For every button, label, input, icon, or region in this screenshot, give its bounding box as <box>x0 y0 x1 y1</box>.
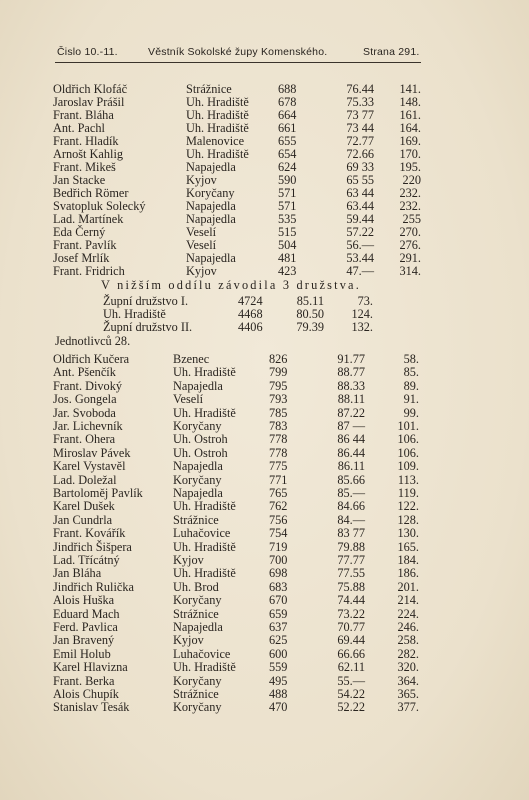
team-rank: 132. <box>351 320 373 334</box>
rank: 255 <box>402 212 421 226</box>
points: 571 <box>278 186 297 200</box>
table-row <box>0 295 529 308</box>
points: 683 <box>269 579 288 594</box>
points: 775 <box>269 459 288 474</box>
percent: 59.44 <box>346 212 374 226</box>
points: 762 <box>269 499 288 514</box>
athlete-name: Stanislav Tesák <box>53 700 130 715</box>
percent: 86.11 <box>337 459 365 474</box>
club: Uh. Hradiště <box>186 147 249 161</box>
rank: 282. <box>397 646 419 661</box>
percent: 88.77 <box>337 365 365 380</box>
percent: 73.22 <box>337 606 365 621</box>
journal-title: Věstník Sokolské župy Komenského. <box>148 46 328 58</box>
rank: 365. <box>397 687 419 701</box>
points: 678 <box>278 95 297 109</box>
club: Napajedla <box>186 212 236 226</box>
points: 719 <box>269 539 288 554</box>
percent: 72.77 <box>346 134 374 148</box>
club: Uh. Hradiště <box>186 108 249 122</box>
rank: 113. <box>397 472 419 487</box>
team-points: 4468 <box>238 307 263 321</box>
percent: 87.22 <box>337 405 365 420</box>
club: Veselí <box>186 225 217 239</box>
points: 670 <box>269 593 288 608</box>
percent: 86.44 <box>337 445 365 460</box>
percent: 73 44 <box>346 121 374 135</box>
rank: 122. <box>397 499 419 514</box>
rank: 58. <box>403 352 419 366</box>
team-points: 4724 <box>238 294 263 308</box>
table-row <box>0 527 529 540</box>
athlete-name: Jar. Lichevník <box>53 419 123 433</box>
athlete-name: Karel Vystavěl <box>53 459 126 474</box>
rank: 148. <box>399 95 421 109</box>
athlete-name: Jaroslav Prášil <box>53 95 125 109</box>
points: 654 <box>278 147 297 161</box>
club: Veselí <box>186 238 217 252</box>
percent: 63 44 <box>346 186 374 200</box>
percent: 87 — <box>337 419 365 433</box>
table-row <box>0 634 529 647</box>
athlete-name: Ant. Pšenčík <box>53 365 116 380</box>
athlete-name: Svatopluk Solecký <box>53 199 146 213</box>
club: Koryčany <box>173 673 222 688</box>
table-row <box>0 265 529 278</box>
club: Kyjov <box>173 633 204 648</box>
rank: 89. <box>403 378 419 393</box>
points: 754 <box>269 526 288 541</box>
athlete-name: Emil Holub <box>53 646 111 661</box>
athlete-name: Oldřich Kučera <box>53 352 130 366</box>
percent: 54.22 <box>337 687 365 701</box>
table-row <box>0 701 529 714</box>
rank: 224. <box>397 606 419 621</box>
points: 795 <box>269 378 288 393</box>
rank: 119. <box>397 486 419 500</box>
club: Koryčany <box>173 700 222 715</box>
team-name: Župní družstvo I. <box>103 294 189 308</box>
club: Uh. Hradiště <box>173 499 236 514</box>
percent: 91.77 <box>337 352 365 366</box>
athlete-name: Ferd. Pavlica <box>53 620 118 634</box>
athlete-name: Lad. Martínek <box>53 212 124 226</box>
table-row <box>0 648 529 661</box>
rank: 220 <box>402 173 421 187</box>
rank: 101. <box>397 419 419 433</box>
points: 559 <box>269 660 288 675</box>
club: Uh. Hradiště <box>186 121 249 135</box>
page-number: Strana 291. <box>363 46 420 58</box>
athlete-name: Lad. Doležal <box>53 472 117 487</box>
athlete-name: Arnošt Kahlig <box>53 147 124 161</box>
athlete-name: Jan Bláha <box>53 566 102 581</box>
percent: 85.66 <box>337 472 365 487</box>
team-name: Župní družstvo II. <box>103 320 193 334</box>
athlete-name: Frant. Berka <box>53 673 115 688</box>
club: Kyjov <box>186 173 217 187</box>
table-row <box>0 420 529 433</box>
percent: 72.66 <box>346 147 374 161</box>
rank: 246. <box>397 620 419 634</box>
athlete-name: Jan Bravený <box>53 633 115 648</box>
rank: 258. <box>397 633 419 648</box>
team-percent: 85.11 <box>296 294 324 308</box>
club: Luhačovice <box>173 646 231 661</box>
issue-number: Čislo 10.-11. <box>57 46 118 58</box>
percent: 75.33 <box>346 95 374 109</box>
rank: 195. <box>399 160 421 174</box>
individuals-count: Jednotlivců 28. <box>55 334 131 348</box>
points: 756 <box>269 512 288 527</box>
rank: 186. <box>397 566 419 581</box>
club: Strážnice <box>173 687 219 701</box>
club: Napajedla <box>186 251 236 265</box>
points: 688 <box>278 82 297 96</box>
table-row <box>0 688 529 701</box>
percent: 63.44 <box>346 199 374 213</box>
points: 664 <box>278 108 297 122</box>
percent: 52.22 <box>337 700 365 715</box>
athlete-name: Karel Hlavizna <box>53 660 128 675</box>
points: 535 <box>278 212 297 226</box>
table-row <box>0 554 529 567</box>
rank: 291. <box>399 251 421 265</box>
table-row <box>0 621 529 634</box>
points: 515 <box>278 225 297 239</box>
table-row <box>0 460 529 473</box>
athlete-name: Oldřich Klofáč <box>53 82 128 96</box>
club: Koryčany <box>186 186 235 200</box>
points: 423 <box>278 264 297 278</box>
athlete-name: Jindřich Šišpera <box>53 539 132 554</box>
header-rule <box>55 62 421 63</box>
table-row <box>0 514 529 527</box>
club: Koryčany <box>173 593 222 608</box>
table-row <box>0 594 529 607</box>
club: Napajedla <box>186 199 236 213</box>
points: 637 <box>269 620 288 634</box>
rank: 106. <box>397 445 419 460</box>
percent: 53.44 <box>346 251 374 265</box>
rank: 232. <box>399 199 421 213</box>
rank: 276. <box>399 238 421 252</box>
athlete-name: Bartoloměj Pavlík <box>53 486 143 500</box>
points: 765 <box>269 486 288 500</box>
rank: 109. <box>397 459 419 474</box>
club: Napajedla <box>173 620 223 634</box>
points: 504 <box>278 238 297 252</box>
points: 600 <box>269 646 288 661</box>
club: Uh. Hradiště <box>173 365 236 380</box>
percent: 69 33 <box>346 160 374 174</box>
points: 771 <box>269 472 288 487</box>
percent: 55.— <box>337 673 365 688</box>
table-row <box>0 433 529 446</box>
table-row <box>0 407 529 420</box>
team-rank: 73. <box>357 294 373 308</box>
club: Veselí <box>173 392 204 407</box>
percent: 62.11 <box>337 660 365 675</box>
table-row <box>0 567 529 580</box>
club: Napajedla <box>173 378 223 393</box>
percent: 79.88 <box>337 539 365 554</box>
table-row <box>0 474 529 487</box>
rank: 91. <box>403 392 419 407</box>
table-row <box>0 608 529 621</box>
lower-division-note: V nižším oddílu závodila 3 družstva. <box>101 278 361 292</box>
rank: 169. <box>399 134 421 148</box>
rank: 161. <box>399 108 421 122</box>
table-row <box>0 500 529 513</box>
club: Strážnice <box>173 512 219 527</box>
rank: 232. <box>399 186 421 200</box>
rank: 164. <box>399 121 421 135</box>
percent: 56.— <box>346 238 374 252</box>
athlete-name: Jan Stacke <box>53 173 106 187</box>
athlete-name: Frant. Bláha <box>53 108 114 122</box>
table-row <box>0 380 529 393</box>
percent: 86 44 <box>337 432 365 447</box>
athlete-name: Frant. Divoký <box>53 378 122 393</box>
team-points: 4406 <box>238 320 263 334</box>
athlete-name: Alois Huška <box>53 593 115 608</box>
rank: 320. <box>397 660 419 675</box>
points: 655 <box>278 134 297 148</box>
rank: 201. <box>397 579 419 594</box>
table-row <box>0 581 529 594</box>
club: Uh. Brod <box>173 579 219 594</box>
percent: 77.55 <box>337 566 365 581</box>
table-row <box>0 321 529 334</box>
athlete-name: Jar. Svoboda <box>53 405 116 420</box>
team-rank: 124. <box>351 307 373 321</box>
rank: 170. <box>399 147 421 161</box>
team-percent: 80.50 <box>296 307 324 321</box>
points: 488 <box>269 687 288 701</box>
points: 785 <box>269 405 288 420</box>
athlete-name: Ant. Pachl <box>53 121 105 135</box>
points: 624 <box>278 160 297 174</box>
club: Uh. Hradiště <box>173 405 236 420</box>
athlete-name: Frant. Pavlík <box>53 238 117 252</box>
percent: 57.22 <box>346 225 374 239</box>
percent: 84.— <box>337 512 365 527</box>
rank: 141. <box>399 82 421 96</box>
athlete-name: Lad. Třícátný <box>53 553 120 567</box>
club: Uh. Hradiště <box>173 660 236 675</box>
points: 661 <box>278 121 297 135</box>
points: 481 <box>278 251 297 265</box>
club: Uh. Hradiště <box>173 566 236 581</box>
points: 793 <box>269 392 288 407</box>
percent: 88.11 <box>337 392 365 407</box>
athlete-name: Jos. Gongela <box>53 392 117 407</box>
athlete-name: Frant. Fridrich <box>53 264 125 278</box>
points: 625 <box>269 633 288 648</box>
table-row <box>0 661 529 674</box>
table-row <box>0 308 529 321</box>
percent: 77.77 <box>337 553 365 567</box>
athlete-name: Frant. Ohera <box>53 432 116 447</box>
rank: 214. <box>397 593 419 608</box>
table-row <box>0 366 529 379</box>
club: Strážnice <box>173 606 219 621</box>
club: Koryčany <box>173 419 222 433</box>
club: Uh. Hradiště <box>186 95 249 109</box>
athlete-name: Karel Dušek <box>53 499 115 514</box>
percent: 66.66 <box>337 646 365 661</box>
club: Napajedla <box>173 459 223 474</box>
athlete-name: Frant. Hladík <box>53 134 119 148</box>
table-row <box>0 447 529 460</box>
percent: 70.77 <box>337 620 365 634</box>
percent: 74.44 <box>337 593 365 608</box>
table-row <box>0 353 529 366</box>
rank: 184. <box>397 553 419 567</box>
rank: 106. <box>397 432 419 447</box>
club: Bzenec <box>173 352 210 366</box>
rank: 364. <box>397 673 419 688</box>
points: 700 <box>269 553 288 567</box>
club: Uh. Ostroh <box>173 432 228 447</box>
points: 778 <box>269 432 288 447</box>
club: Kyjov <box>186 264 217 278</box>
percent: 76.44 <box>346 82 374 96</box>
athlete-name: Eda Černý <box>53 225 106 239</box>
athlete-name: Bedřich Römer <box>53 186 129 200</box>
points: 571 <box>278 199 297 213</box>
athlete-name: Alois Chupík <box>53 687 119 701</box>
points: 799 <box>269 365 288 380</box>
athlete-name: Jan Cundrla <box>53 512 113 527</box>
points: 590 <box>278 173 297 187</box>
percent: 47.— <box>346 264 374 278</box>
rank: 99. <box>403 405 419 420</box>
team-name: Uh. Hradiště <box>103 307 166 321</box>
percent: 69.44 <box>337 633 365 648</box>
points: 470 <box>269 700 288 715</box>
club: Uh. Hradiště <box>173 539 236 554</box>
rank: 128. <box>397 512 419 527</box>
club: Uh. Ostroh <box>173 445 228 460</box>
percent: 75.88 <box>337 579 365 594</box>
percent: 83 77 <box>337 526 365 541</box>
rank: 165. <box>397 539 419 554</box>
points: 826 <box>269 352 288 366</box>
percent: 65 55 <box>346 173 374 187</box>
table-row <box>0 487 529 500</box>
athlete-name: Josef Mrlík <box>53 251 110 265</box>
points: 495 <box>269 673 288 688</box>
club: Napajedla <box>173 486 223 500</box>
athlete-name: Frant. Mikeš <box>53 160 116 174</box>
athlete-name: Frant. Kovářík <box>53 526 126 541</box>
percent: 85.— <box>337 486 365 500</box>
rank: 270. <box>399 225 421 239</box>
club: Kyjov <box>173 553 204 567</box>
percent: 88.33 <box>337 378 365 393</box>
page-header <box>57 46 419 62</box>
table-row <box>0 541 529 554</box>
athlete-name: Eduard Mach <box>53 606 120 621</box>
table-row <box>0 393 529 406</box>
points: 698 <box>269 566 288 581</box>
team-percent: 79.39 <box>296 320 324 334</box>
points: 778 <box>269 445 288 460</box>
rank: 377. <box>397 700 419 715</box>
club: Napajedla <box>186 160 236 174</box>
percent: 84.66 <box>337 499 365 514</box>
club: Strážnice <box>186 82 232 96</box>
club: Luhačovice <box>173 526 231 541</box>
points: 783 <box>269 419 288 433</box>
percent: 73 77 <box>346 108 374 122</box>
athlete-name: Miroslav Pávek <box>53 445 131 460</box>
rank: 85. <box>403 365 419 380</box>
athlete-name: Jindřich Rulička <box>53 579 134 594</box>
club: Koryčany <box>173 472 222 487</box>
table-row <box>0 675 529 688</box>
club: Malenovice <box>186 134 245 148</box>
rank: 130. <box>397 526 419 541</box>
points: 659 <box>269 606 288 621</box>
rank: 314. <box>399 264 421 278</box>
